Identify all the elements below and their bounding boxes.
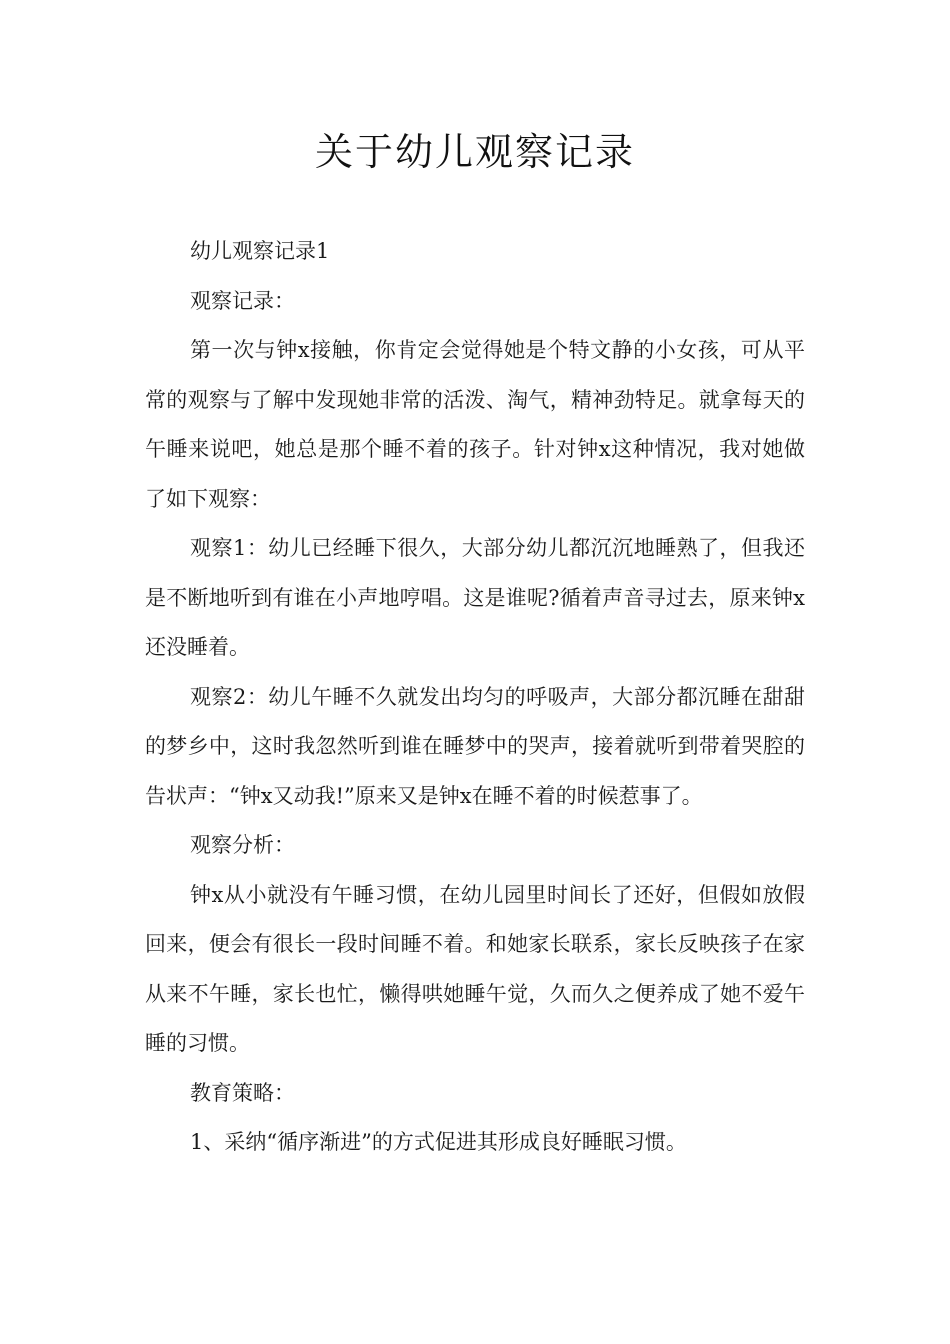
- paragraph-observation-1: 观察1：幼儿已经睡下很久，大部分幼儿都沉沉地睡熟了，但我还是不断地听到有谁在小声地哼唱。这是谁呢?循着声音寻过去，原来钟x还没睡着。: [145, 536, 805, 659]
- paragraph-strategy-1: 1、采纳“循序渐进”的方式促进其形成良好睡眠习惯。: [190, 1130, 687, 1154]
- paragraph-intro: 第一次与钟x接触，你肯定会觉得她是个特文静的小女孩，可从平常的观察与了解中发现她非常的活泼、淘气，精神劲特足。就拿每天的午睡来说吧，她总是那个睡不着的孩子。针对钟x这种情况，我对她做了如下观察：: [145, 338, 805, 511]
- subheading-observation-record: 观察记录：: [190, 288, 295, 313]
- subheading-strategy: 教育策略：: [190, 1080, 295, 1105]
- document-title: 关于幼儿观察记录: [314, 130, 635, 174]
- paragraph-analysis: 钟x从小就没有午睡习惯，在幼儿园里时间长了还好，但假如放假回来，便会有很长一段时间睡不着。和她家长联系，家长反映孩子在家从来不午睡，家长也忙，懒得哄她睡午觉，久而久之便养成了她不爱午睡的习惯。: [145, 882, 805, 1055]
- document-body: [145, 227, 805, 1168]
- paragraph-observation-2: 观察2：幼儿午睡不久就发出均匀的呼吸声，大部分都沉睡在甜甜的梦乡中，这时我忽然听到谁在睡梦中的哭声，接着就听到带着哭腔的告状声：“钟x又动我!”原来又是钟x在睡不着的时候惹事了。: [145, 684, 805, 808]
- subheading-analysis: 观察分析：: [190, 833, 295, 857]
- section-heading: 幼儿观察记录1: [190, 239, 330, 263]
